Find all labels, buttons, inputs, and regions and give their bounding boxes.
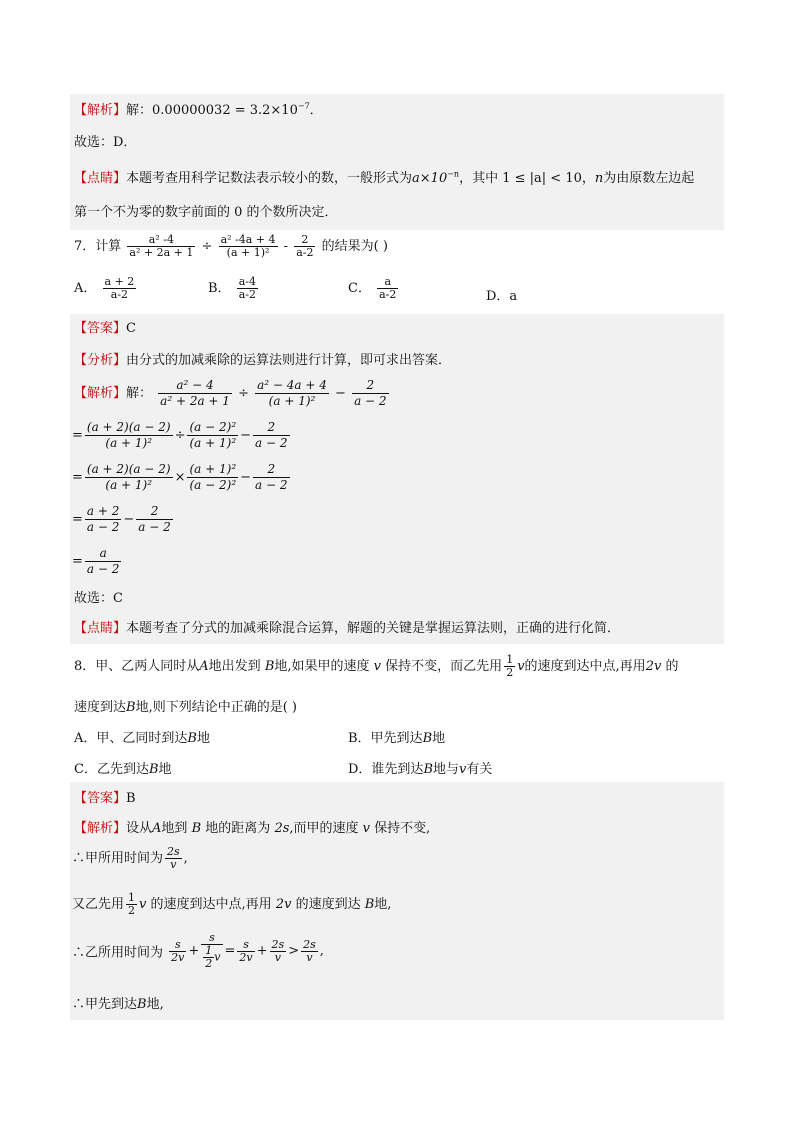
q7-s3-frac-1-num: (a + 2)(a − 2) <box>86 462 171 476</box>
q8-option-b-b: B <box>422 731 433 746</box>
q7-s3-mul: × <box>174 470 186 485</box>
q7-option-c-num: a <box>377 276 398 289</box>
q7-frac-3 <box>294 234 315 259</box>
q7-sol-prefix: 解： <box>126 386 153 401</box>
q7-comment-text: 本题考查了分式的加减乘除混合运算，解题的关键是掌握运算法则，正确的进行化简． <box>126 621 621 636</box>
q7-answer-line <box>74 320 136 338</box>
q7-s4-frac-2 <box>136 504 172 535</box>
q8-sol-line-2 <box>72 846 188 871</box>
q7-s4-frac-2-num: 2 <box>136 504 172 520</box>
q7-s4-eq: = <box>72 512 83 527</box>
q8-stem-line2-1: 速度到达 <box>74 700 127 715</box>
q8-l2-den: v <box>170 858 177 871</box>
q7-s2-frac-3-num: 2 <box>253 420 289 436</box>
q8-option-d-text-3: 有关 <box>466 762 493 777</box>
q8-option-a-di: 地 <box>196 731 210 746</box>
q7-s5-frac <box>85 546 121 577</box>
q7-s5-frac-num: a <box>85 546 121 562</box>
q8-option-b-text: B．甲先到达 <box>348 731 423 746</box>
q7-option-c-den: a-2 <box>379 288 397 301</box>
q7-s3-frac-2 <box>187 462 238 493</box>
q8-l4-frac-3 <box>237 939 254 964</box>
q7-method-line <box>74 352 451 370</box>
answer-tag: 【答案】 <box>74 791 127 806</box>
q8-stem-line2-2: 地,则下列结论中正确的是( ) <box>135 700 297 715</box>
analysis-tag: 【解析】 <box>74 821 127 836</box>
q7-s4-frac-1-num: a + 2 <box>86 504 120 518</box>
q8-l4-gt: > <box>288 943 300 959</box>
q7-step-1 <box>74 378 391 409</box>
q7-s2-eq: = <box>72 428 83 443</box>
q8-sol-4: ,而甲的速度 <box>289 821 359 836</box>
q8-l3-half <box>126 892 137 917</box>
q7-option-a-frac <box>103 276 137 301</box>
q6-comment-line <box>74 170 694 188</box>
q7-s1-frac-3 <box>352 378 388 409</box>
q8-stem-1: 8．甲、乙两人同时从 <box>74 659 200 674</box>
q8-l4-frac-3-den: 2v <box>239 950 253 964</box>
q7-s3-eq: = <box>72 470 83 485</box>
q7-step-3 <box>72 462 292 493</box>
answer-tag: 【答案】 <box>74 321 127 336</box>
q8-stem-line-1 <box>74 654 678 679</box>
q7-s2-frac-3 <box>253 420 289 451</box>
q8-l5-end: 地, <box>146 997 164 1012</box>
q7-s2-minus: − <box>240 428 252 443</box>
q8-l3-v: v <box>139 897 147 912</box>
q7-s2-frac-1 <box>85 420 173 451</box>
q7-s4-frac-2-den: a − 2 <box>138 520 171 534</box>
q7-s4-frac-1 <box>85 504 121 535</box>
q6-comment-text: 本题考查用科学记数法表示较小的数，一般形式为 <box>126 171 413 186</box>
q8-answer-line <box>74 790 136 808</box>
q7-s1-div: ÷ <box>238 386 249 401</box>
q7-option-b-label: B． <box>208 281 231 296</box>
q7-s3-frac-3 <box>253 462 289 493</box>
q7-frac-1-den: a² + 2a + 1 <box>129 246 194 259</box>
q8-l3-b: B <box>364 897 375 912</box>
q8-half <box>504 654 515 679</box>
q7-choose-line: 故选：C <box>74 591 123 606</box>
q7-s3-minus: − <box>240 470 252 485</box>
q7-step-5 <box>72 546 123 577</box>
q8-l4-frac-2-num: s <box>201 932 222 945</box>
q8-l4-frac-2-den <box>201 945 222 970</box>
q6-comment-text-3: ， <box>581 171 595 186</box>
q6-sci-form: a×10 <box>412 171 448 186</box>
q7-s1-minus: − <box>335 386 346 401</box>
q8-l3-3: 的速度到达 <box>295 897 361 912</box>
q8-stem-3: 地,如果甲的速度 <box>274 659 370 674</box>
q7-s1-frac-2-den: (a + 1)² <box>268 394 316 408</box>
q8-l4-frac-4 <box>270 939 287 964</box>
q8-sol-5: 保持不变, <box>374 821 431 836</box>
q8-l3-4: 地, <box>374 897 392 912</box>
q8-sol-a: A <box>152 821 162 836</box>
q8-stem-2: 地出发到 <box>208 659 261 674</box>
q8-l4-nested-v: v <box>214 950 221 964</box>
q7-op2: - <box>283 239 289 254</box>
q6-n: n <box>594 171 604 186</box>
q7-frac-3-den: a-2 <box>296 246 314 259</box>
q7-stem <box>74 234 388 259</box>
q8-option-d <box>348 758 492 777</box>
q8-l4-frac-1 <box>169 939 186 964</box>
q8-l4-comma: , <box>319 943 324 959</box>
q7-s2-frac-2-num: (a − 2)² <box>189 420 237 434</box>
q7-comment-line <box>74 620 620 638</box>
q7-s3-frac-1 <box>85 462 173 493</box>
q8-l3-1: 又乙先用 <box>72 897 125 912</box>
q8-sol-3: 地的距离为 <box>205 821 271 836</box>
q8-half-den: 2 <box>506 666 514 679</box>
q8-option-b <box>348 727 445 746</box>
q7-s3-frac-1-den: (a + 1)² <box>105 478 153 492</box>
q7-frac-2 <box>219 234 278 259</box>
q8-point-b-2: B <box>126 700 136 715</box>
q7-option-a <box>74 276 138 301</box>
q7-frac-3-num: 2 <box>294 234 315 247</box>
q8-l4-plus-2: + <box>256 943 268 959</box>
q8-l4-prefix: ∴乙所用时间为 <box>72 945 164 961</box>
q7-s1-frac-3-num: 2 <box>352 378 388 394</box>
q8-option-c-text: C．乙先到达 <box>74 762 149 777</box>
q8-stem-5: 的速度到达中点,再用 <box>524 659 646 674</box>
q7-s4-minus: − <box>123 512 135 527</box>
q6-analysis-end: ． <box>309 103 323 118</box>
q7-option-c-label: C． <box>348 281 371 296</box>
q8-l4-plus-1: + <box>188 943 200 959</box>
q7-stem-prefix: 7．计算 <box>74 239 122 254</box>
q7-s1-frac-1 <box>158 378 232 409</box>
q8-sol-line-5 <box>72 996 164 1014</box>
q7-option-b <box>208 276 260 301</box>
q8-stem-line-2 <box>74 696 297 715</box>
q8-option-d-v: v <box>459 762 467 777</box>
q8-sol-line-3 <box>72 892 391 917</box>
q7-s2-div: ÷ <box>174 428 186 443</box>
q7-op1: ÷ <box>201 239 213 254</box>
q8-sol-b: B <box>191 821 202 836</box>
q6-comment-text-2: ，其中 <box>459 171 499 186</box>
q7-s3-frac-2-den: (a − 2)² <box>189 478 237 492</box>
q8-sol-1: 设从 <box>126 821 153 836</box>
q8-point-b: B <box>264 659 275 674</box>
q7-option-d: D．a <box>486 289 518 304</box>
q6-analysis-exponent: −7 <box>297 101 310 111</box>
q7-option-c-frac <box>377 276 398 301</box>
q8-l4-frac-1-num: s <box>169 939 186 952</box>
q6-range: 1 ≤ |a| < 10 <box>502 171 582 186</box>
q8-option-c-di: 地 <box>158 762 172 777</box>
q8-v: v <box>373 659 382 674</box>
q8-l2-suffix: , <box>183 851 188 866</box>
q7-s1-frac-3-den: a − 2 <box>354 394 387 408</box>
q8-l4-eq: = <box>224 943 236 959</box>
q8-option-c-b: B <box>148 762 159 777</box>
q7-s2-frac-3-den: a − 2 <box>255 436 288 450</box>
q7-option-b-num: a-4 <box>238 275 256 288</box>
q8-l2-num: 2s <box>167 845 180 858</box>
q8-l4-frac-4-den: v <box>274 950 281 964</box>
q8-option-a <box>74 727 210 746</box>
q8-sol-line-1 <box>74 820 430 838</box>
q8-sol-line-4 <box>72 932 324 970</box>
q7-s4-frac-1-den: a − 2 <box>86 520 120 534</box>
q7-answer: C <box>126 321 136 336</box>
q6-choose-line: 故选：D． <box>74 135 137 150</box>
q6-analysis-line <box>74 102 323 120</box>
q8-l5: ∴甲先到达 <box>72 997 138 1012</box>
q8-option-a-b: B <box>187 731 197 746</box>
q8-sol-2: 地到 <box>161 821 188 836</box>
q7-frac-1 <box>127 234 195 259</box>
q7-frac-2-den: (a + 1)² <box>226 246 270 259</box>
analysis-tag: 【解析】 <box>74 386 127 401</box>
q7-step-4 <box>72 504 175 535</box>
q7-s1-frac-2-num: a² − 4a + 4 <box>257 378 327 392</box>
q7-stem-suffix: 的结果为( ) <box>321 239 388 254</box>
q7-s3-frac-3-den: a − 2 <box>255 478 288 492</box>
q8-l4-frac-5-num: 2s <box>303 937 316 951</box>
q8-l4-nested-half <box>203 945 214 970</box>
q6-sci-exponent: −n <box>447 169 460 179</box>
q8-two-v: 2v <box>645 659 662 674</box>
q7-s1-frac-2 <box>255 378 329 409</box>
q8-l4-nested-half-num: 1 <box>205 944 213 957</box>
q7-option-b-frac <box>237 276 258 301</box>
q8-stem-6: 的 <box>665 659 679 674</box>
q8-point-a: A <box>199 659 209 674</box>
q6-analysis-text: 解：0.00000032 = 3.2×10 <box>126 103 298 118</box>
q8-solution-block <box>70 782 724 1020</box>
q8-option-d-text-2: 地与 <box>433 762 460 777</box>
q7-option-b-den: a-2 <box>238 288 256 301</box>
comment-tag: 【点睛】 <box>74 171 127 186</box>
analysis-tag: 【解析】 <box>74 103 127 118</box>
q8-l4-frac-2 <box>201 932 222 970</box>
q8-answer: B <box>126 791 136 806</box>
q8-half-num: 1 <box>506 653 514 666</box>
q8-option-c <box>74 758 172 777</box>
q8-l4-frac-3-num: s <box>237 939 254 952</box>
q7-option-c <box>348 276 400 301</box>
q7-s2-frac-1-den: (a + 1)² <box>105 436 153 450</box>
q7-step-2 <box>72 420 292 451</box>
q8-l4-nested-half-den: 2 <box>205 957 213 970</box>
q8-stem-4: 保持不变，而乙先用 <box>385 659 503 674</box>
q8-l2-frac <box>165 846 182 871</box>
q7-frac-2-num: a² -4a + 4 <box>220 233 276 246</box>
q7-s5-eq: = <box>72 554 83 569</box>
q8-l3-half-num: 1 <box>128 891 136 904</box>
q7-s5-frac-den: a − 2 <box>86 562 120 576</box>
q7-s2-frac-2 <box>187 420 238 451</box>
comment-tag: 【点睛】 <box>74 621 127 636</box>
q8-l4-frac-5-den: v <box>306 950 313 964</box>
q8-option-a-text: A．甲、乙同时到达 <box>74 731 188 746</box>
q7-option-a-num: a + 2 <box>104 275 135 288</box>
q7-s1-frac-1-num: a² − 4 <box>158 378 232 394</box>
q8-l3-half-den: 2 <box>128 904 136 917</box>
q8-sol-v: v <box>362 821 371 836</box>
q7-solution-block <box>70 314 724 644</box>
q8-l4-frac-4-num: 2s <box>271 937 285 951</box>
q7-s3-frac-3-num: 2 <box>253 462 289 478</box>
q7-method-text: 由分式的加减乘除的运算法则进行计算，即可求出答案． <box>126 353 452 368</box>
method-tag: 【分析】 <box>74 353 127 368</box>
q7-frac-1-num: a² -4 <box>127 234 195 247</box>
q8-option-b-di: 地 <box>432 731 446 746</box>
q8-v-2: v <box>517 659 525 674</box>
q8-l4-frac-5 <box>301 939 318 964</box>
q6-comment-line-2: 第一个不为零的数字前面的 0 的个数所决定． <box>74 205 338 220</box>
q8-l4-frac-1-den: 2v <box>171 950 185 964</box>
q7-s2-frac-1-num: (a + 2)(a − 2) <box>86 420 171 434</box>
q8-option-d-text: D．谁先到达 <box>348 762 424 777</box>
q6-solution-block <box>70 94 724 230</box>
q7-s2-frac-2-den: (a + 1)² <box>189 436 237 450</box>
q7-option-a-den: a-2 <box>110 288 129 301</box>
q8-l3-2: 的速度到达中点,再用 <box>150 897 272 912</box>
q6-comment-text-4: 为由原数左边起 <box>603 171 695 186</box>
q7-s3-frac-2-num: (a + 1)² <box>189 462 237 476</box>
q8-option-d-b: B <box>423 762 433 777</box>
q7-option-a-label: A． <box>74 281 97 296</box>
q8-l5-b: B <box>137 997 147 1012</box>
q8-l2-prefix: ∴甲所用时间为 <box>72 851 164 866</box>
q8-sol-2s: 2s <box>274 821 290 836</box>
q8-l3-2v: 2v <box>275 897 292 912</box>
q7-s1-frac-1-den: a² + 2a + 1 <box>160 394 230 408</box>
